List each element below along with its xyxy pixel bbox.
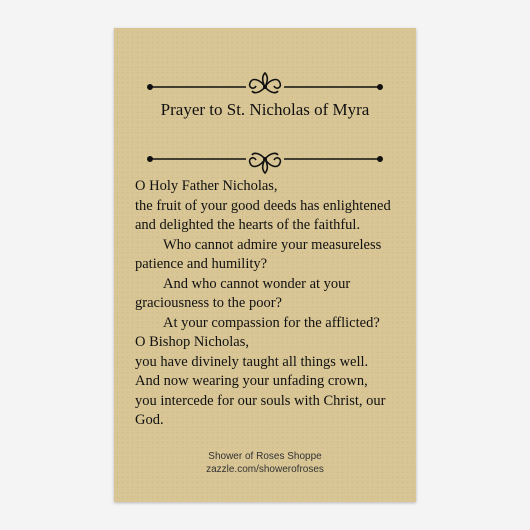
prayer-title: Prayer to St. Nicholas of Myra — [160, 100, 370, 119]
prayer-line: At your compassion for the afflicted? — [163, 314, 380, 331]
prayer-line: you have divinely taught all things well. — [135, 353, 369, 370]
top-ornament-divider — [114, 71, 416, 95]
prayer-line: the fruit of your good deeds has enlightened — [135, 197, 391, 214]
prayer-line: And who cannot wonder at your — [163, 275, 351, 292]
shop-name: Shower of Roses Shoppe — [208, 451, 322, 462]
prayer-card — [114, 28, 416, 502]
shop-url: zazzle.com/showerofroses — [206, 464, 324, 475]
prayer-line: God. — [135, 412, 164, 428]
prayer-line: you intercede for our souls with Christ, our — [135, 392, 386, 409]
prayer-line: patience and humility? — [135, 256, 268, 272]
prayer-line: O Bishop Nicholas, — [135, 334, 249, 350]
prayer-text — [135, 177, 425, 431]
prayer-line: Who cannot admire your measureless — [163, 236, 382, 253]
prayer-line: And now wearing your unfading crown, — [135, 373, 368, 389]
prayer-line: O Holy Father Nicholas, — [135, 178, 278, 194]
bottom-ornament-divider — [114, 151, 416, 175]
prayer-line: graciousness to the poor? — [135, 295, 282, 311]
footer — [114, 450, 416, 476]
prayer-line: and delighted the hearts of the faithful. — [135, 217, 361, 233]
